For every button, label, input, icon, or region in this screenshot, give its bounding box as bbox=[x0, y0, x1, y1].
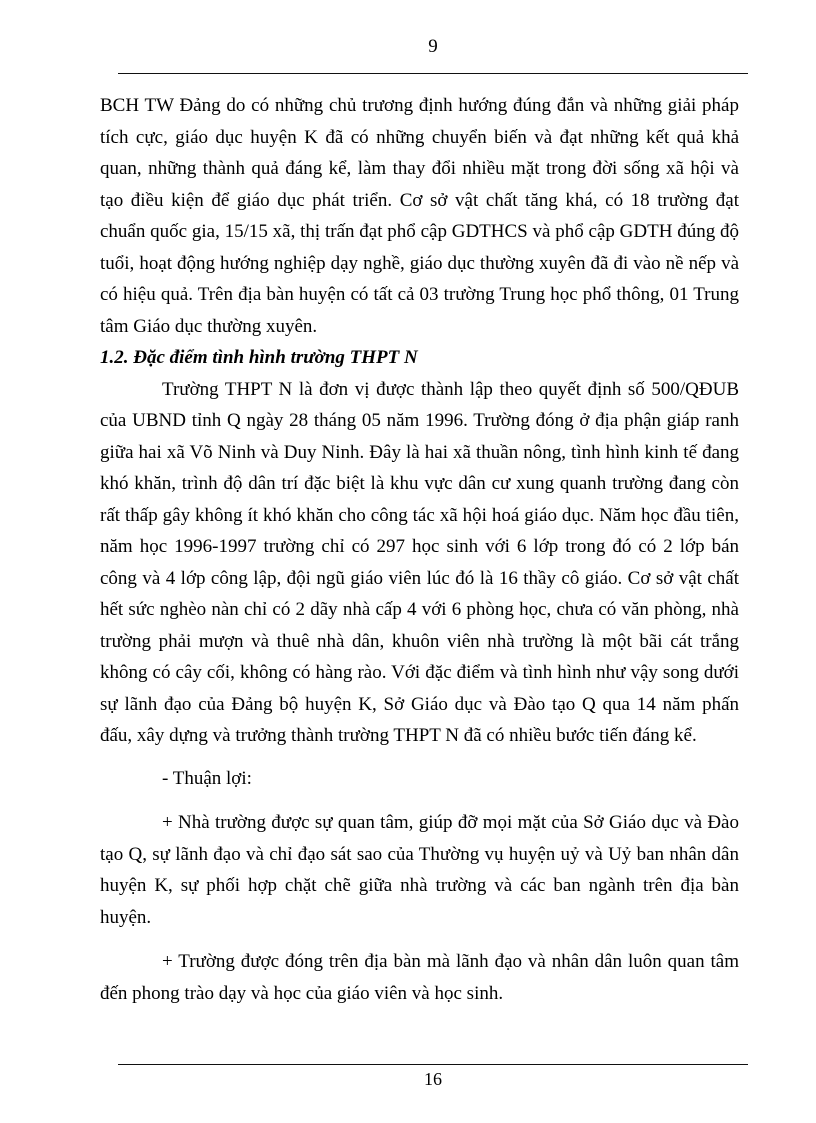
paragraph-intro: BCH TW Đảng do có những chủ trương định hướng đúng đắn và những giải pháp tích cực, giáo dục huyện K đã có những chuyển biến và đạt những kết quả khả quan, những thành quả đáng kể, làm thay đổi nhiều mặt trong đời sống xã hội và tạo điều kiện để giáo dục phát triển. Cơ sở vật chất tăng khá, có 18 trường đạt chuẩn quốc gia, 15/15 xã, thị trấn đạt phổ cập GDTHCS và phổ cập GDTH đúng độ tuổi, hoạt động hướng nghiệp dạy nghề, giáo dục thường xuyên đã đi vào nề nếp và có hiệu quả. Trên địa bàn huyện có tất cả 03 trường Trung học phổ thông, 01 Trung tâm Giáo dục thường xuyên. bbox=[100, 95, 739, 337]
document-body bbox=[100, 90, 739, 1009]
section-heading-1-2: 1.2. Đặc điểm tình hình trường THPT N bbox=[100, 347, 418, 368]
footer-page-number: 16 bbox=[424, 1069, 442, 1089]
paragraph-school-history: Trường THPT N là đơn vị được thành lập theo quyết định số 500/QĐUB của UBND tỉnh Q ngày 28 tháng 05 năm 1996. Trường đóng ở địa phận giáp ranh giữa hai xã Võ Ninh và Duy Ninh. Đây là hai xã thuần nông, tình hình kinh tế đang khó khăn, trình độ dân trí đặc biệt là khu vực dân cư xung quanh trường đang còn rất thấp gây không ít khó khăn cho công tác xã hội hoá giáo dục. Năm học đầu tiên, năm học 1996-1997 trường chỉ có 297 học sinh với 6 lớp trong đó có 2 lớp bán công và 4 lớp công lập, đội ngũ giáo viên lúc đó là 16 thầy cô giáo. Cơ sở vật chất hết sức nghèo nàn chỉ có 2 dãy nhà cấp 4 với 6 phòng học, chưa có văn phòng, nhà trường phải mượn và thuê nhà dân, khuôn viên nhà trường là một bãi cát trắng không có cây cối, không có hàng rào. Với đặc điểm và tình hình như vậy song dưới sự lãnh đạo của Đảng bộ huyện K, Sở Giáo dục và Đào tạo Q qua 14 năm phấn đấu, xây dựng và trưởng thành trường THPT N đã có nhiều bước tiến đáng kể. bbox=[100, 378, 739, 746]
advantage-item-1: + Nhà trường được sự quan tâm, giúp đỡ mọi mặt của Sở Giáo dục và Đào tạo Q, sự lãnh đạo và chỉ đạo sát sao của Thường vụ huyện uỷ và Uỷ ban nhân dân huyện K, sự phối hợp chặt chẽ giữa nhà trường và các ban ngành trên địa bàn huyện. bbox=[100, 812, 739, 928]
list-intro-advantages: - Thuận lợi: bbox=[162, 767, 252, 789]
header-rule bbox=[118, 73, 748, 74]
advantage-item-2: + Trường được đóng trên địa bàn mà lãnh đạo và nhân dân luôn quan tâm đến phong trào dạy và học của giáo viên và học sinh. bbox=[100, 951, 739, 1004]
footer-rule bbox=[118, 1064, 748, 1065]
header-page-number: 9 bbox=[428, 36, 438, 57]
